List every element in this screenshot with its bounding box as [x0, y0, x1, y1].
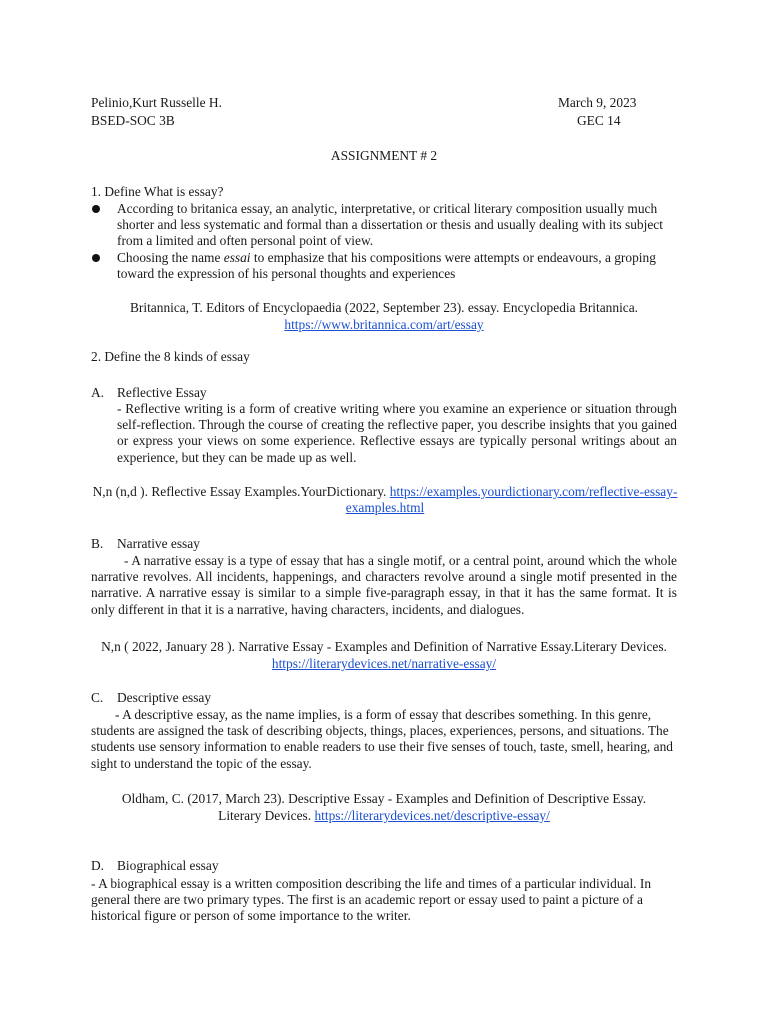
- section-a-title: Reflective Essay: [117, 385, 207, 400]
- section-b-citation: N,n ( 2022, January 28 ). Narrative Essay - Examples and Definition of Narrative Essay.Literary Devices.: [101, 639, 667, 654]
- section-a-citation: N,n (n,d ). Reflective Essay Examples.YourDictionary.: [92, 484, 387, 499]
- section-c-title: Descriptive essay: [117, 690, 212, 705]
- section-c-letter: C.: [91, 690, 104, 705]
- bullet-1-text: According to britanica essay, an analytic, interpretative, or critical literary composition usually much shorter and less systematic and formal than a dissertation or thesis and usually dealing with its subject from a limited and often personal point of view.: [117, 201, 663, 249]
- question-1-heading: 1. Define What is essay?: [91, 184, 224, 199]
- section-c-citation-line2: [0, 808, 768, 824]
- student-name: Pelinio,Kurt Russelle H.: [91, 95, 222, 110]
- britannica-link[interactable]: https://www.britannica.com/art/essay: [284, 317, 484, 332]
- section-d-body: - A biographical essay is a written composition describing the life and times of a particular individual. In general there are two primary types. The first is an academic report or essay used to paint a picture of a historical figure or person of some importance to the writer.: [91, 876, 652, 924]
- section-d-title: Biographical essay: [117, 858, 219, 873]
- bullet-2-emphasis: essai: [223, 250, 251, 265]
- student-section: BSED-SOC 3B: [91, 113, 175, 128]
- section-b-title: Narrative essay: [117, 536, 200, 551]
- narrative-essay-link[interactable]: https://literarydevices.net/narrative-essay/: [271, 656, 497, 671]
- section-c-citation: Oldham, C. (2017, March 23). Descriptive Essay - Examples and Definition of Descriptive Essay.: [121, 791, 647, 806]
- course-code: GEC 14: [577, 113, 621, 128]
- section-b-body: - A narrative essay is a type of essay that has a single motif, or a central point, around which the whole narrative revolves. All incidents, happenings, and characters revolve around a single motif presented in the narrative. A narrative essay is similar to a simple five-paragraph essay, in that it has the same format. It is only different in that it is a narrative, having characters, incidents, and dialogues.: [91, 553, 677, 617]
- bullet-2-text-start: Choosing the name: [117, 250, 224, 265]
- bullet-icon: [92, 254, 100, 262]
- bullet-2-text-end: to emphasize that his compositions were attempts or endeavours, a groping toward the expression of his personal thoughts and experiences: [117, 250, 656, 282]
- page-title: ASSIGNMENT # 2: [330, 148, 438, 163]
- section-a-body: - Reflective writing is a form of creative writing where you examine an experience or situation through self-reflection. Through the course of creating the reflective paper, you describe insights that you gained or express your views on some experience. Reflective essays are typically personal writings about an experience, but they can be made up as well.: [117, 401, 677, 465]
- section-c-citation-source: Literary Devices.: [218, 808, 312, 823]
- section-b-letter: B.: [91, 536, 104, 551]
- assignment-date: March 9, 2023: [558, 95, 637, 110]
- citation-britannica: Britannica, T. Editors of Encyclopaedia (2022, September 23). essay. Encyclopedia Britannica.: [129, 300, 639, 315]
- yourdictionary-link[interactable]: https://examples.yourdictionary.com/reflective-essay-examples.html: [345, 484, 678, 516]
- link-container: [0, 656, 768, 672]
- bullet-icon: [92, 205, 100, 213]
- section-a-letter: A.: [91, 385, 105, 400]
- section-d-letter: D.: [91, 858, 105, 873]
- descriptive-essay-link[interactable]: https://literarydevices.net/descriptive-essay/: [314, 808, 550, 823]
- section-a-citation-block: [80, 484, 690, 516]
- question-2-heading: 2. Define the 8 kinds of essay: [91, 349, 250, 364]
- section-c-body: - A descriptive essay, as the name implies, is a form of essay that describes something. In this genre, students are assigned the task of describing objects, things, places, experiences, persons, and situations. The students use sensory information to enable readers to use their five senses of touch, taste, smell, hearing, and sight to understand the topic of the essay.: [91, 707, 673, 771]
- link-container: [0, 317, 768, 333]
- bullet-2-text: [117, 250, 680, 282]
